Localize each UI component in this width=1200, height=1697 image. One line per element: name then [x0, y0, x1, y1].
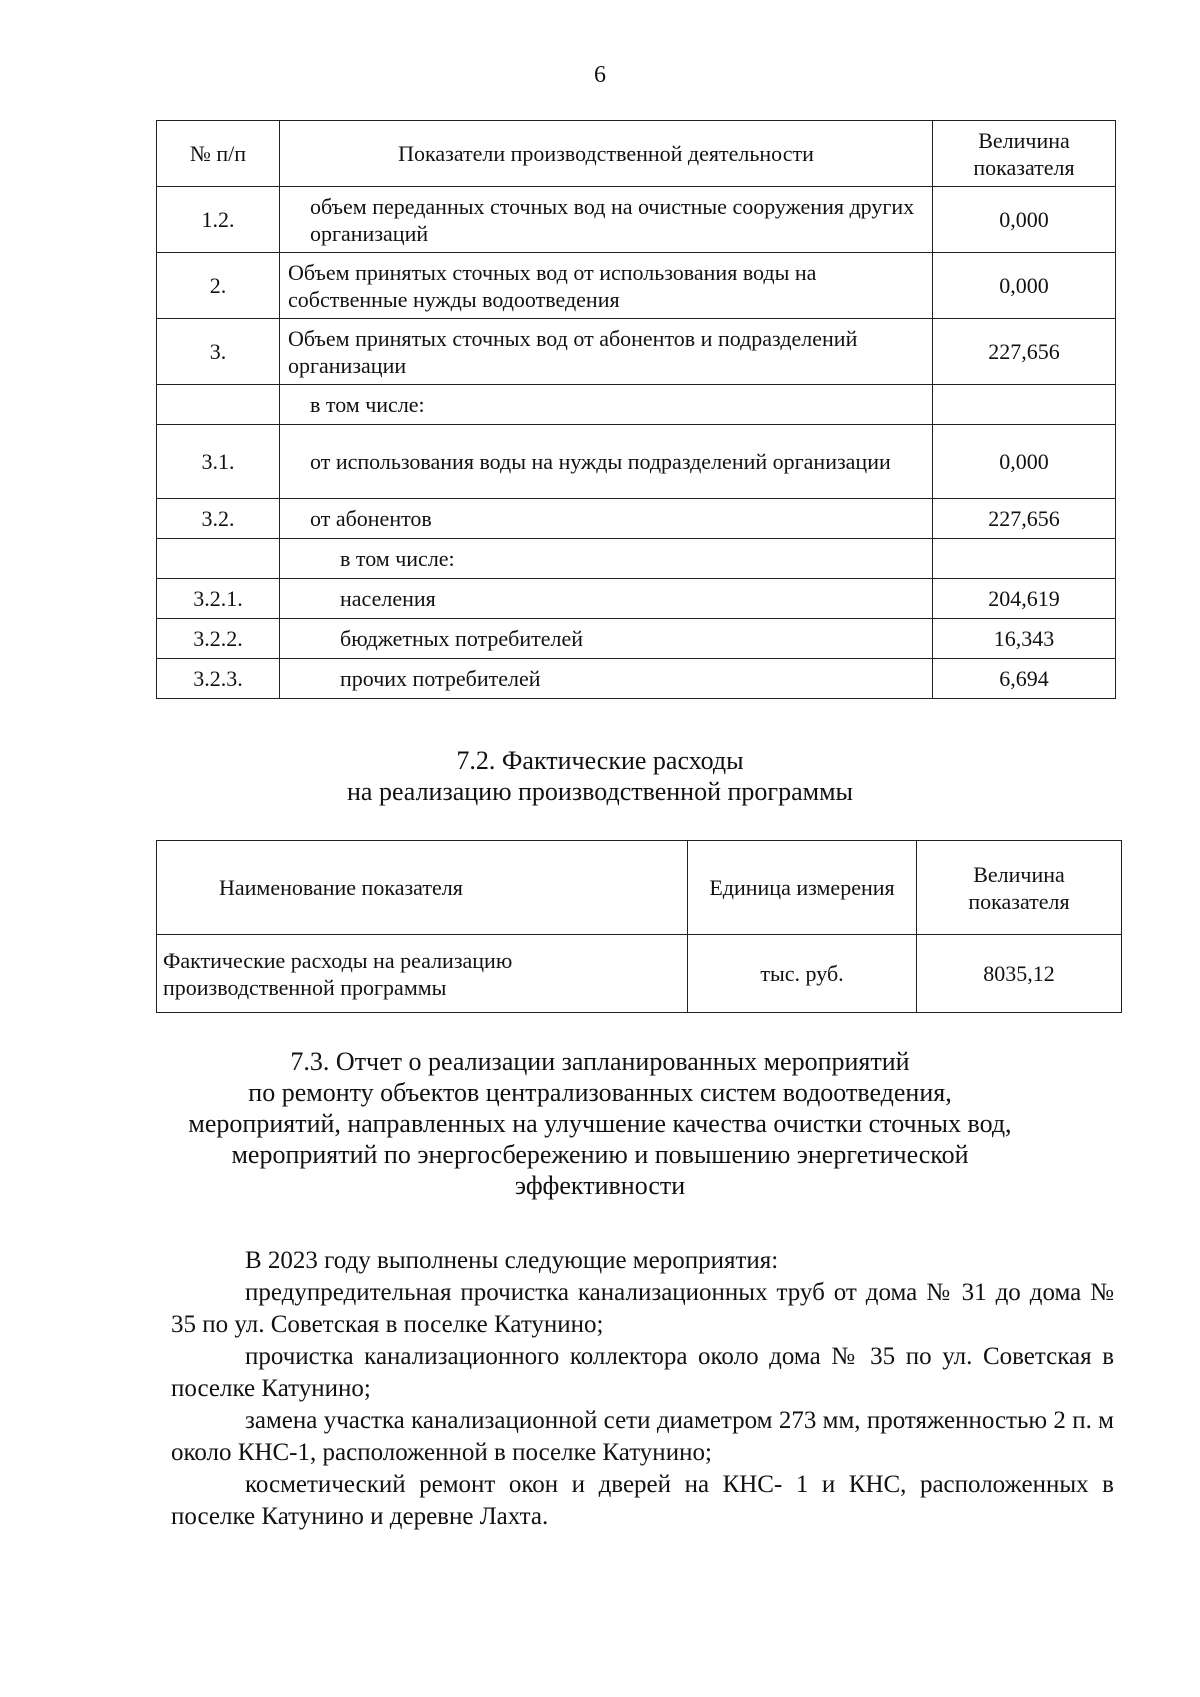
- row-num: 3.2.: [157, 499, 280, 539]
- measure-item: прочистка канализационного коллектора около дома № 35 по ул. Советская в поселке Катунино;: [171, 1343, 1114, 1402]
- row-num: [157, 385, 280, 425]
- row-name: прочих потребителей: [280, 659, 933, 699]
- row-name: в том числе:: [280, 539, 933, 579]
- table-row: [157, 539, 1116, 579]
- row-value: 8035,12: [917, 935, 1122, 1013]
- row-name: Объем принятых сточных вод от абонентов и подразделений организации: [280, 319, 933, 385]
- row-num: 3.2.3.: [157, 659, 280, 699]
- production-indicators-table: [156, 120, 1116, 699]
- row-value: 227,656: [933, 319, 1116, 385]
- section-7-3-title-line: эффективности: [514, 1171, 686, 1200]
- row-name: объем переданных сточных вод на очистные сооружения других организаций: [280, 187, 933, 253]
- header-value: Величина показателя: [917, 841, 1122, 935]
- row-value: [933, 539, 1116, 579]
- row-num: 3.1.: [157, 425, 280, 499]
- section-7-3-title-line: по ремонту объектов централизованных систем водоотведения,: [248, 1078, 952, 1107]
- row-num: 3.2.1.: [157, 579, 280, 619]
- table-row: [157, 187, 1116, 253]
- page-number: 6: [594, 62, 606, 88]
- row-name: в том числе:: [280, 385, 933, 425]
- section-7-3-title-line: 7.3. Отчет о реализации запланированных мероприятий: [290, 1047, 910, 1076]
- row-name: населения: [280, 579, 933, 619]
- row-name: от использования воды на нужды подразделений организации: [280, 425, 933, 499]
- table-header-row: [157, 121, 1116, 187]
- row-value: 6,694: [933, 659, 1116, 699]
- measures-intro: В 2023 году выполнены следующие мероприятия:: [245, 1247, 779, 1274]
- table-row: [157, 253, 1116, 319]
- row-value: 227,656: [933, 499, 1116, 539]
- measure-item: косметический ремонт окон и дверей на КНС- 1 и КНС, расположенных в поселке Катунино и деревне Лахта.: [171, 1471, 1114, 1530]
- section-7-2-title: [0, 745, 1200, 807]
- section-7-2-title-line: на реализацию производственной программы: [346, 777, 853, 806]
- measure-item: предупредительная прочистка канализационных труб от дома № 31 до дома № 35 по ул. Советская в поселке Катунино;: [171, 1279, 1114, 1338]
- row-name: от абонентов: [280, 499, 933, 539]
- section-7-2-title-line: 7.2. Фактические расходы: [456, 746, 744, 775]
- row-value: 0,000: [933, 187, 1116, 253]
- row-num: 2.: [157, 253, 280, 319]
- row-name: Фактические расходы на реализацию производственной программы: [157, 935, 688, 1013]
- row-num: 1.2.: [157, 187, 280, 253]
- row-value: [933, 385, 1116, 425]
- table-row: [157, 579, 1116, 619]
- table-row: [157, 385, 1116, 425]
- table-row: [157, 659, 1116, 699]
- table-header-row: [157, 841, 1122, 935]
- row-num: [157, 539, 280, 579]
- section-7-3-title-line: мероприятий по энергосбережению и повышению энергетической: [231, 1140, 969, 1169]
- actual-expenses-table: [156, 840, 1122, 1013]
- section-7-3-title: [0, 1046, 1200, 1201]
- row-value: 0,000: [933, 425, 1116, 499]
- row-name: бюджетных потребителей: [280, 619, 933, 659]
- row-value: 0,000: [933, 253, 1116, 319]
- table-row: [157, 425, 1116, 499]
- table-row: [157, 619, 1116, 659]
- section-7-3-title-line: мероприятий, направленных на улучшение качества очистки сточных вод,: [188, 1109, 1012, 1138]
- header-value: Величина показателя: [933, 121, 1116, 187]
- row-value: 16,343: [933, 619, 1116, 659]
- measure-item: замена участка канализационной сети диаметром 273 мм, протяженностью 2 п. м около КНС-1, расположенной в поселке Катунино;: [171, 1407, 1114, 1466]
- row-num: 3.2.2.: [157, 619, 280, 659]
- header-name: Наименование показателя: [157, 841, 688, 935]
- table-row: [157, 499, 1116, 539]
- table-row: [157, 935, 1122, 1013]
- table-row: [157, 319, 1116, 385]
- header-name: Показатели производственной деятельности: [280, 121, 933, 187]
- row-unit: тыс. руб.: [688, 935, 917, 1013]
- row-value: 204,619: [933, 579, 1116, 619]
- measures-text: [171, 1245, 1114, 1533]
- row-num: 3.: [157, 319, 280, 385]
- row-name: Объем принятых сточных вод от использования воды на собственные нужды водоотведения: [280, 253, 933, 319]
- header-num: № п/п: [157, 121, 280, 187]
- header-unit: Единица измерения: [688, 841, 917, 935]
